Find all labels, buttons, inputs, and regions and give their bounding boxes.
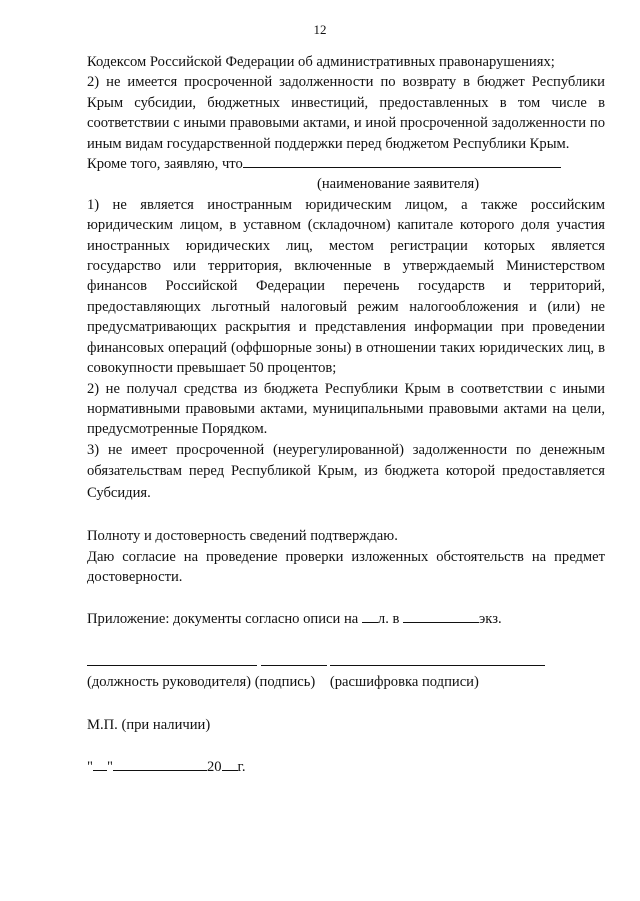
spacer: [87, 630, 605, 652]
list-item-1: 1) не является иностранным юридическим лицом, а также российским юридическим лицом, в уставном (складочном) капитале которого доля участия иностранных юридических лиц, местом регистрации которых является государство или территория, включенные в утверждаемый Министерством финансов Российской Федерации перечень государств и территорий, предоставляющих льготный налоговый режим налогообложения и (или) не предусматривающих раскрытия и представления информации при проведении финансовых операций (оффшорные зоны) в отношении таких юридических лиц, в совокупности превышает 50 процентов;: [87, 196, 605, 377]
paragraph-continuation: Кодексом Российской Федерации об административных правонарушениях;: [87, 54, 555, 70]
stamp-note: М.П. (при наличии): [87, 716, 211, 733]
confirmation-2: Даю согласие на проведение проверки изложенных обстоятельств на предмет достоверности.: [87, 548, 605, 586]
spacer: [87, 587, 605, 609]
signature-blank: [261, 652, 327, 666]
page-number: 12: [313, 22, 327, 37]
list-item-3: 3) не имеет просроченной (неурегулированной) задолженности по денежным обязательствам перед Республикой Крым, из бюджета которой предоставляется Субсидия.: [87, 441, 605, 501]
year-prefix: 20: [206, 759, 222, 776]
paragraph-2: 2) не имеется просроченной задолженности по возврату в бюджет Республики Крым субсидии, бюджетных инвестиций, предоставленных в том числе в соответствии с иными правовыми актами, и иной просроченной задолженности по иным видам государственной поддержки перед бюджетом Республики Крым.: [87, 74, 605, 152]
year-blank: [222, 757, 238, 771]
copies-count-blank: [403, 609, 479, 623]
attachment-mid: л. в: [377, 611, 400, 628]
signature-captions: (должность руководителя) (подпись) (расшифровка подписи): [87, 674, 479, 691]
declaration-line: [87, 154, 605, 174]
applicant-name-blank: [243, 154, 561, 168]
date-line: " " 20 г.: [87, 759, 246, 776]
spacer: [87, 504, 605, 526]
document-body: [87, 52, 605, 777]
attachment-suffix: экз.: [479, 611, 502, 628]
day-blank: [93, 757, 107, 771]
position-blank: [87, 652, 257, 666]
list-item-2: 2) не получал средства из бюджета Республики Крым в соответствии с иными нормативными правовыми актами, муниципальными правовыми актами на цели, предусмотренные Порядком.: [87, 380, 605, 438]
signature-lines: [87, 652, 605, 672]
confirmation-1: Полноту и достоверность сведений подтверждаю.: [87, 528, 398, 545]
attachment-line: [87, 609, 605, 629]
applicant-caption: (наименование заявителя): [317, 176, 480, 193]
month-blank: [113, 757, 207, 771]
attachment-prefix: Приложение: документы согласно описи на: [87, 611, 359, 628]
spacer: [87, 735, 605, 757]
declaration-prefix: Кроме того, заявляю, что: [87, 156, 243, 173]
sheets-count-blank: [362, 609, 378, 623]
spacer: [87, 693, 605, 715]
date-suffix: г.: [237, 759, 246, 776]
signature-decoding-blank: [330, 652, 545, 666]
